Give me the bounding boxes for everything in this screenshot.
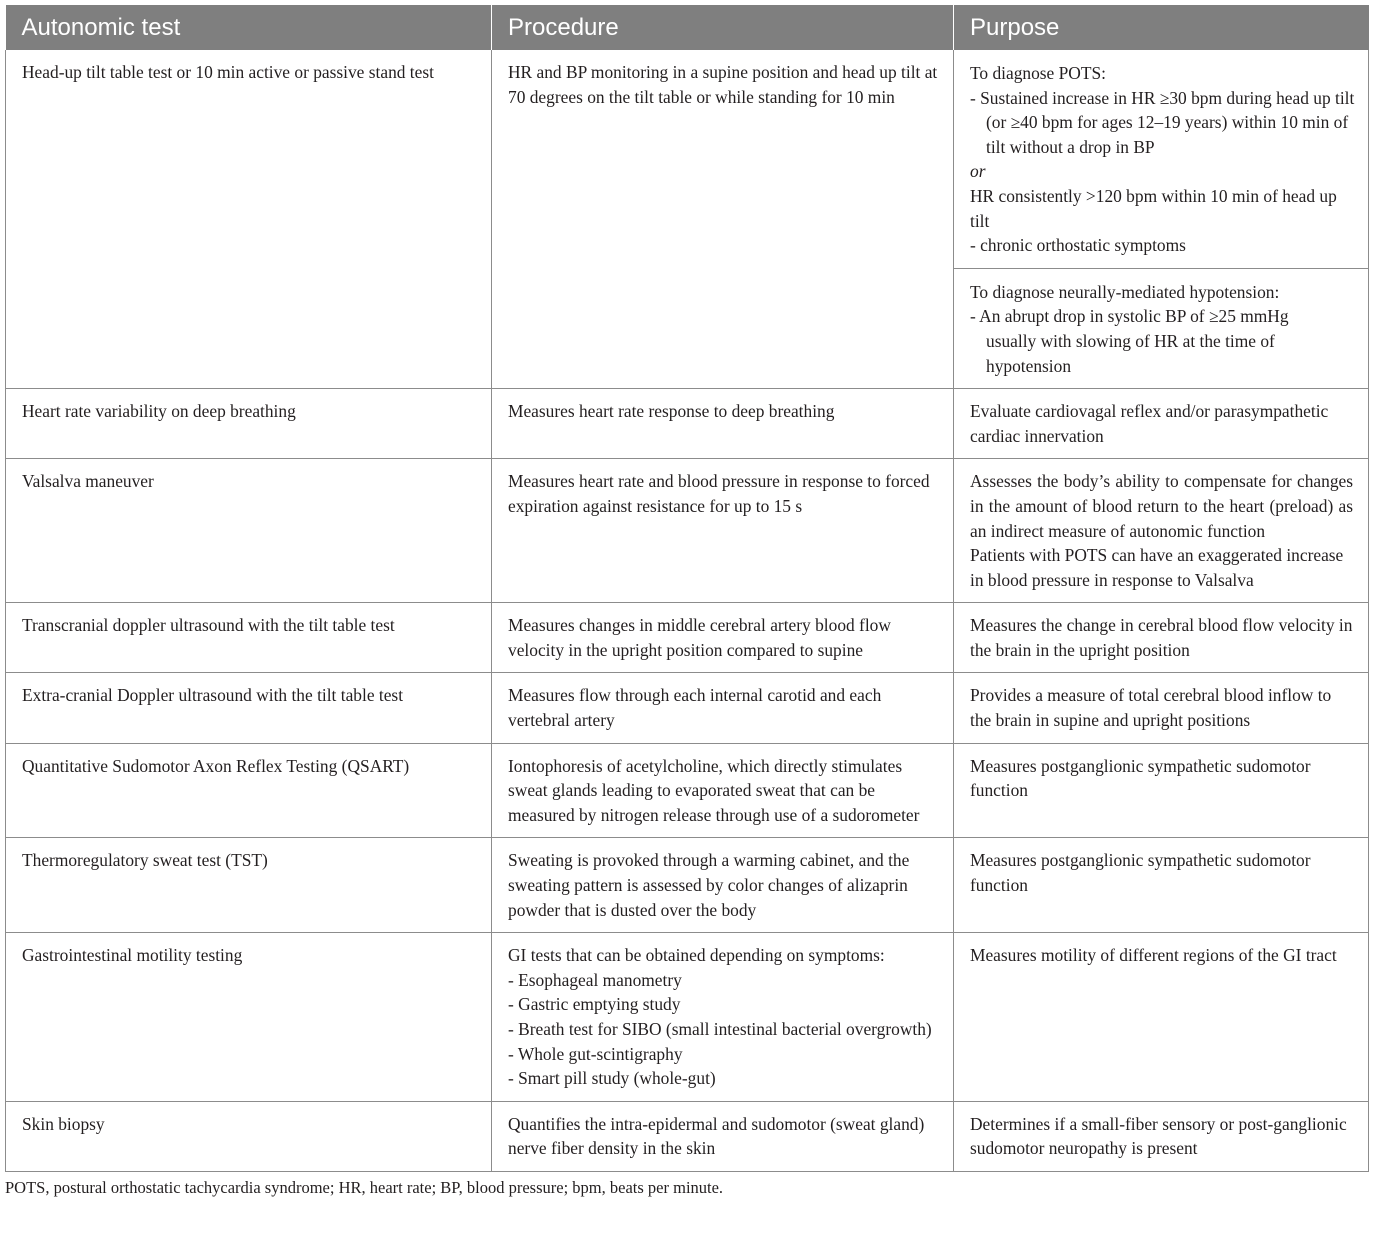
cell-purpose: Measures the change in cerebral blood flow velocity in the brain in the upright position [954,603,1369,673]
purpose-intro: To diagnose POTS: [970,63,1106,83]
header-purpose: Purpose [954,5,1369,50]
procedure-item: - Smart pill study (whole-gut) [508,1068,716,1089]
purpose-nmh [954,268,1368,388]
cell-purpose: Evaluate cardiovagal reflex and/or parasympathetic cardiac innervation [954,389,1369,459]
table-row [6,389,1369,459]
procedure-item: - Esophageal manometry [508,969,682,990]
purpose-bullet: - chronic orthostatic symptoms [970,235,1186,256]
autonomic-tests-table [5,5,1369,1172]
cell-procedure: Iontophoresis of acetylcholine, which directly stimulates sweat glands leading to evaporated sweat that can be measured by nitrogen release through use of a sudorometer [492,743,954,838]
cell-procedure: Quantifies the intra-epidermal and sudomotor (sweat gland) nerve fiber density in the skin [492,1101,954,1171]
table-row [6,50,1369,389]
purpose-intro: To diagnose neurally-mediated hypotension: [970,281,1280,302]
table-row [6,933,1369,1102]
purpose-bullet: - An abrupt drop in systolic BP of ≥25 mmHg usually with slowing of HR at the time of hypotension [970,306,1289,376]
cell-purpose: Measures motility of different regions of the GI tract [954,933,1369,1102]
cell-procedure: Sweating is provoked through a warming cabinet, and the sweating pattern is assessed by color changes of alizaprin powder that is dusted over the body [492,838,954,933]
table-row [6,459,1369,603]
cell-test: Gastrointestinal motility testing [6,933,492,1102]
purpose-paragraph: Assesses the body’s ability to compensate for changes in the amount of blood return to the heart (preload) as an indirect measure of autonomic function [970,471,1353,541]
table-container [5,5,1368,1198]
cell-test: Head-up tilt table test or 10 min active or passive stand test [6,50,492,389]
cell-test: Valsalva maneuver [6,459,492,603]
cell-test: Transcranial doppler ultrasound with the tilt table test [6,603,492,673]
procedure-intro: GI tests that can be obtained depending on symptoms: [508,945,885,966]
table-row [6,1101,1369,1171]
cell-test: Thermoregulatory sweat test (TST) [6,838,492,933]
cell-procedure [492,933,954,1102]
cell-purpose [954,50,1369,389]
purpose-pots [954,50,1368,268]
cell-procedure: Measures heart rate response to deep breathing [492,389,954,459]
header-autonomic-test: Autonomic test [6,5,492,50]
cell-purpose: Measures postganglionic sympathetic sudomotor function [954,743,1369,838]
purpose-or: or [970,161,986,182]
purpose-line: HR consistently >120 bpm within 10 min of head up tilt [970,185,1337,231]
cell-procedure: Measures heart rate and blood pressure in response to forced expiration against resistance for up to 15 s [492,459,954,603]
cell-test: Extra-cranial Doppler ultrasound with the tilt table test [6,673,492,743]
cell-procedure: Measures changes in middle cerebral artery blood flow velocity in the upright position compared to supine [492,603,954,673]
cell-purpose [954,459,1369,603]
cell-purpose: Measures postganglionic sympathetic sudomotor function [954,838,1369,933]
table-footnote: POTS, postural orthostatic tachycardia syndrome; HR, heart rate; BP, blood pressure; bpm, beats per minute. [5,1177,724,1197]
table-row [6,838,1369,933]
table-row [6,603,1369,673]
header-procedure: Procedure [492,5,954,50]
header-row [6,5,1369,50]
cell-procedure: HR and BP monitoring in a supine position and head up tilt at 70 degrees on the tilt table or while standing for 10 min [492,50,954,389]
cell-test: Skin biopsy [6,1101,492,1171]
cell-test: Quantitative Sudomotor Axon Reflex Testing (QSART) [6,743,492,838]
procedure-item: - Whole gut-scintigraphy [508,1043,683,1064]
cell-procedure: Measures flow through each internal carotid and each vertebral artery [492,673,954,743]
table-row [6,673,1369,743]
procedure-item: - Breath test for SIBO (small intestinal bacterial overgrowth) [508,1019,932,1039]
cell-purpose: Determines if a small-fiber sensory or post-ganglionic sudomotor neuropathy is present [954,1101,1369,1171]
procedure-item: - Gastric emptying study [508,994,681,1015]
purpose-bullet: - Sustained increase in HR ≥30 bpm during head up tilt (or ≥40 bpm for ages 12–19 years) within 10 min of tilt without a drop in BP [970,87,1355,157]
table-row [6,743,1369,838]
cell-purpose: Provides a measure of total cerebral blood inflow to the brain in supine and upright positions [954,673,1369,743]
cell-test: Heart rate variability on deep breathing [6,389,492,459]
purpose-paragraph: Patients with POTS can have an exaggerated increase in blood pressure in response to Valsalva [970,545,1344,590]
